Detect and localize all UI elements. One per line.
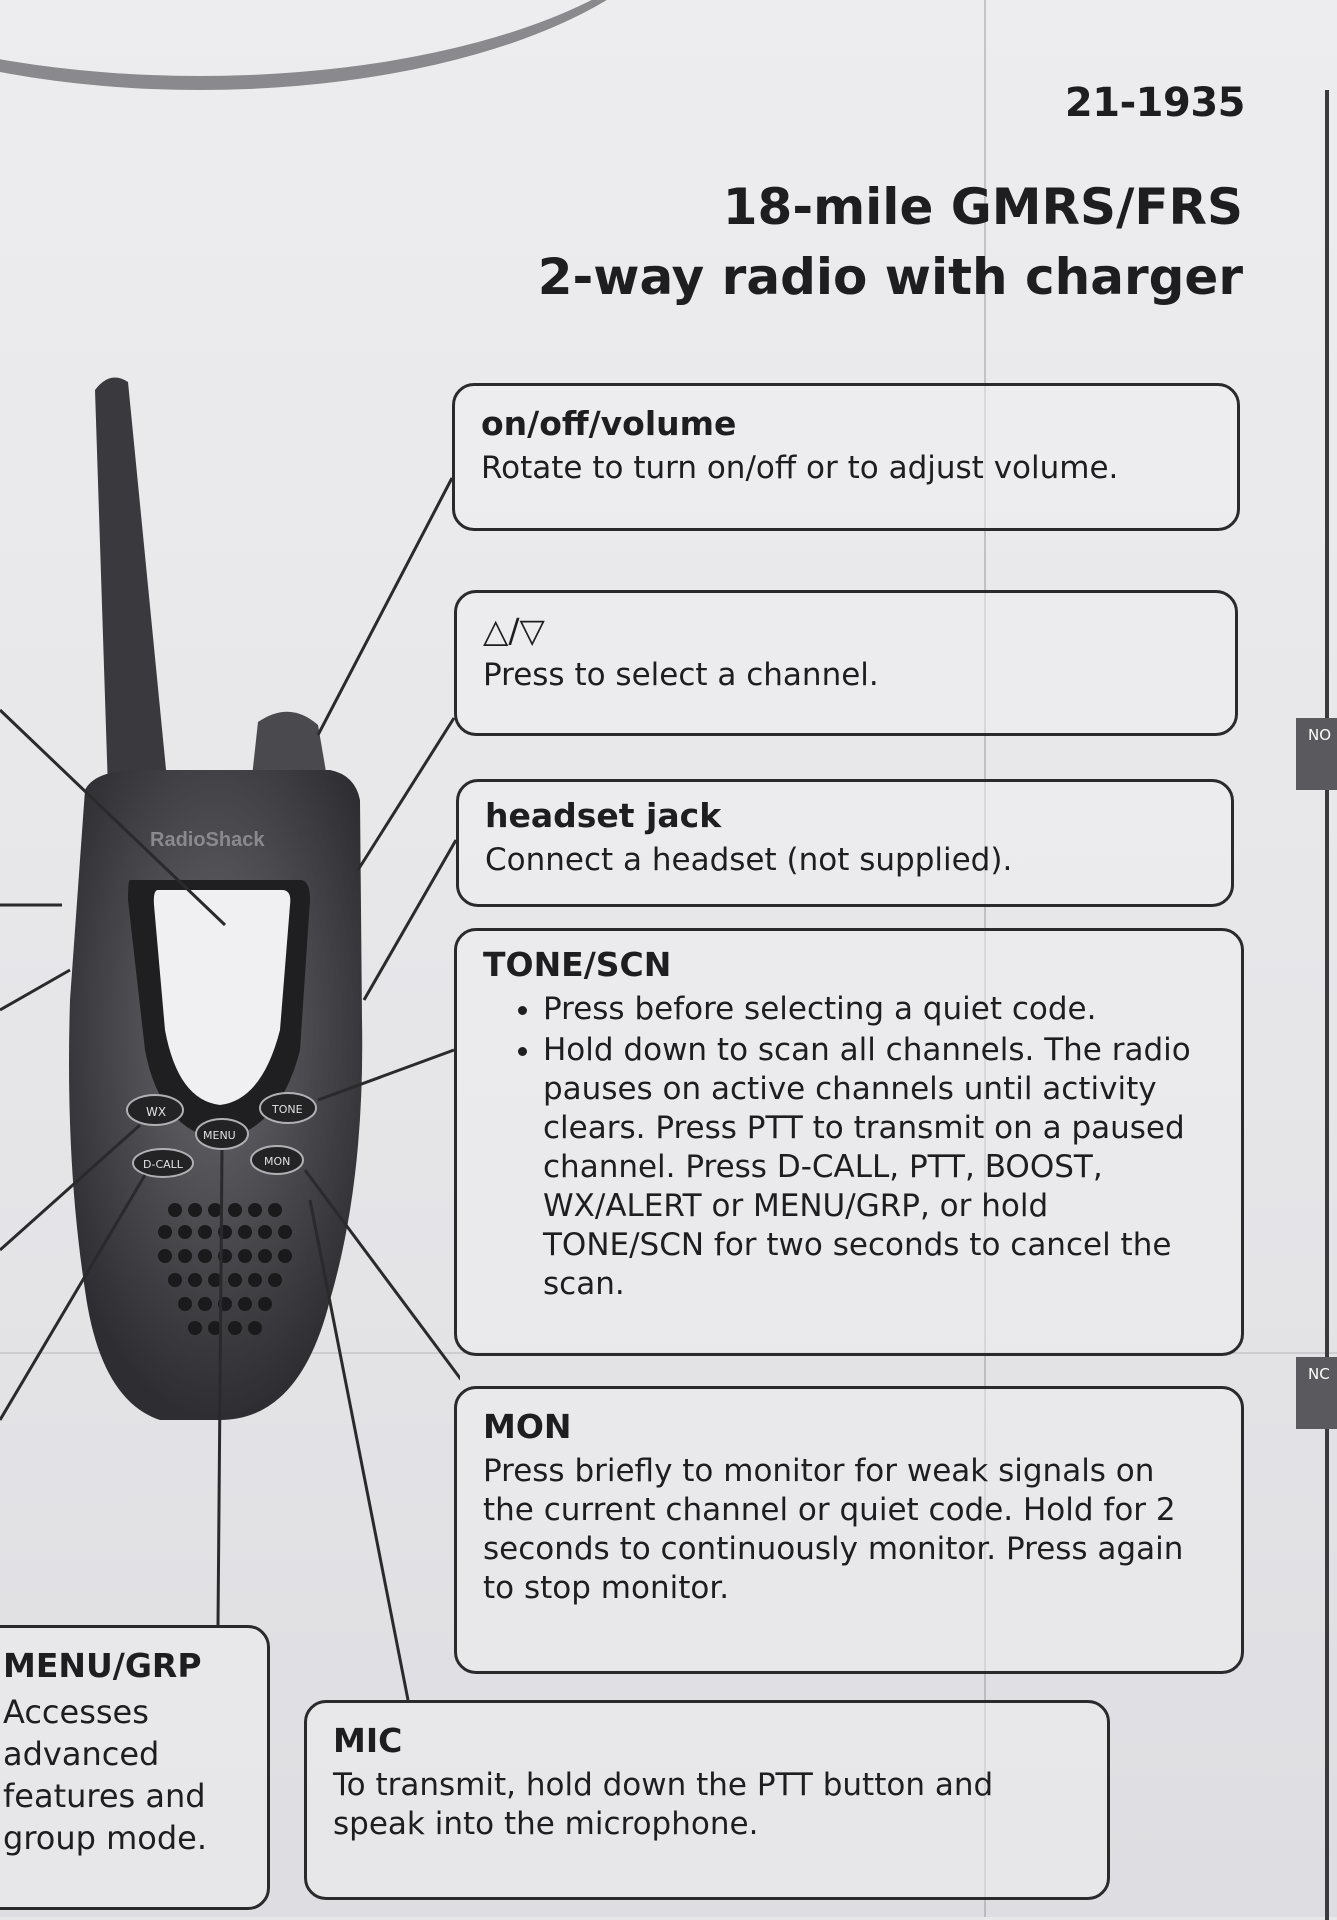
callout-mic: [304, 1700, 1110, 1900]
antenna: [95, 378, 168, 791]
callout-text: Connect a headset (not supplied).: [485, 842, 1013, 878]
callout-title: △/▽: [483, 611, 545, 650]
callout-channel-up-down: [454, 590, 1238, 736]
callout-bullet-list: [483, 990, 1215, 1304]
mon-button-label: MON: [264, 1155, 291, 1168]
model-number: 21-1935: [1064, 80, 1245, 126]
callout-text: To transmit, hold down the PTT button and speak into the microphone.: [333, 1767, 994, 1842]
callout-headset-jack: [456, 779, 1234, 907]
callout-text: Press to select a channel.: [483, 657, 879, 693]
list-item: • Press before selecting a quiet code.: [543, 990, 1215, 1029]
side-tab: NO: [1296, 718, 1337, 790]
callout-title: MON: [483, 1407, 572, 1446]
callout-on-off-volume: [452, 383, 1240, 531]
page-title-line1: 18-mile GMRS/FRS: [722, 178, 1243, 236]
callout-text: Rotate to turn on/off or to adjust volume.: [481, 450, 1119, 486]
side-tab: NC: [1296, 1357, 1337, 1429]
callout-title: TONE/SCN: [483, 945, 672, 984]
callout-title: headset jack: [485, 796, 722, 835]
callout-text: Press briefly to monitor for weak signals on the current channel or quiet code. Hold for 2 seconds to continuously monitor. Press again to stop monitor.: [483, 1453, 1184, 1606]
callout-text: Accesses advanced features and group mode.: [3, 1693, 208, 1857]
callout-mon: [454, 1386, 1244, 1674]
adjacent-page-edge: [1325, 90, 1329, 1920]
callout-title: MENU/GRP: [3, 1646, 202, 1685]
page-title-line2: 2-way radio with charger: [537, 248, 1243, 306]
callout-title: MIC: [333, 1721, 403, 1760]
callout-title: on/off/volume: [481, 404, 737, 443]
callout-tone-scn: [454, 928, 1244, 1356]
list-item: • Hold down to scan all channels. The radio pauses on active channels until activity clears. Press PTT to transmit on a paused channel. Press D-CALL, PTT, BOOST, WX/ALERT or MENU/GRP, or hold TONE/SCN for two seconds to cancel the scan.: [543, 1031, 1215, 1304]
tone-button-label: TONE: [272, 1103, 303, 1116]
menu-button-label: MENU: [203, 1129, 236, 1142]
dcall-button-label: D-CALL: [143, 1158, 183, 1171]
radio-illustration: [0, 0, 460, 1700]
callout-menu-grp: [0, 1625, 270, 1910]
wx-button-label: WX: [146, 1105, 167, 1119]
brand-logo: RadioShack: [150, 829, 265, 851]
